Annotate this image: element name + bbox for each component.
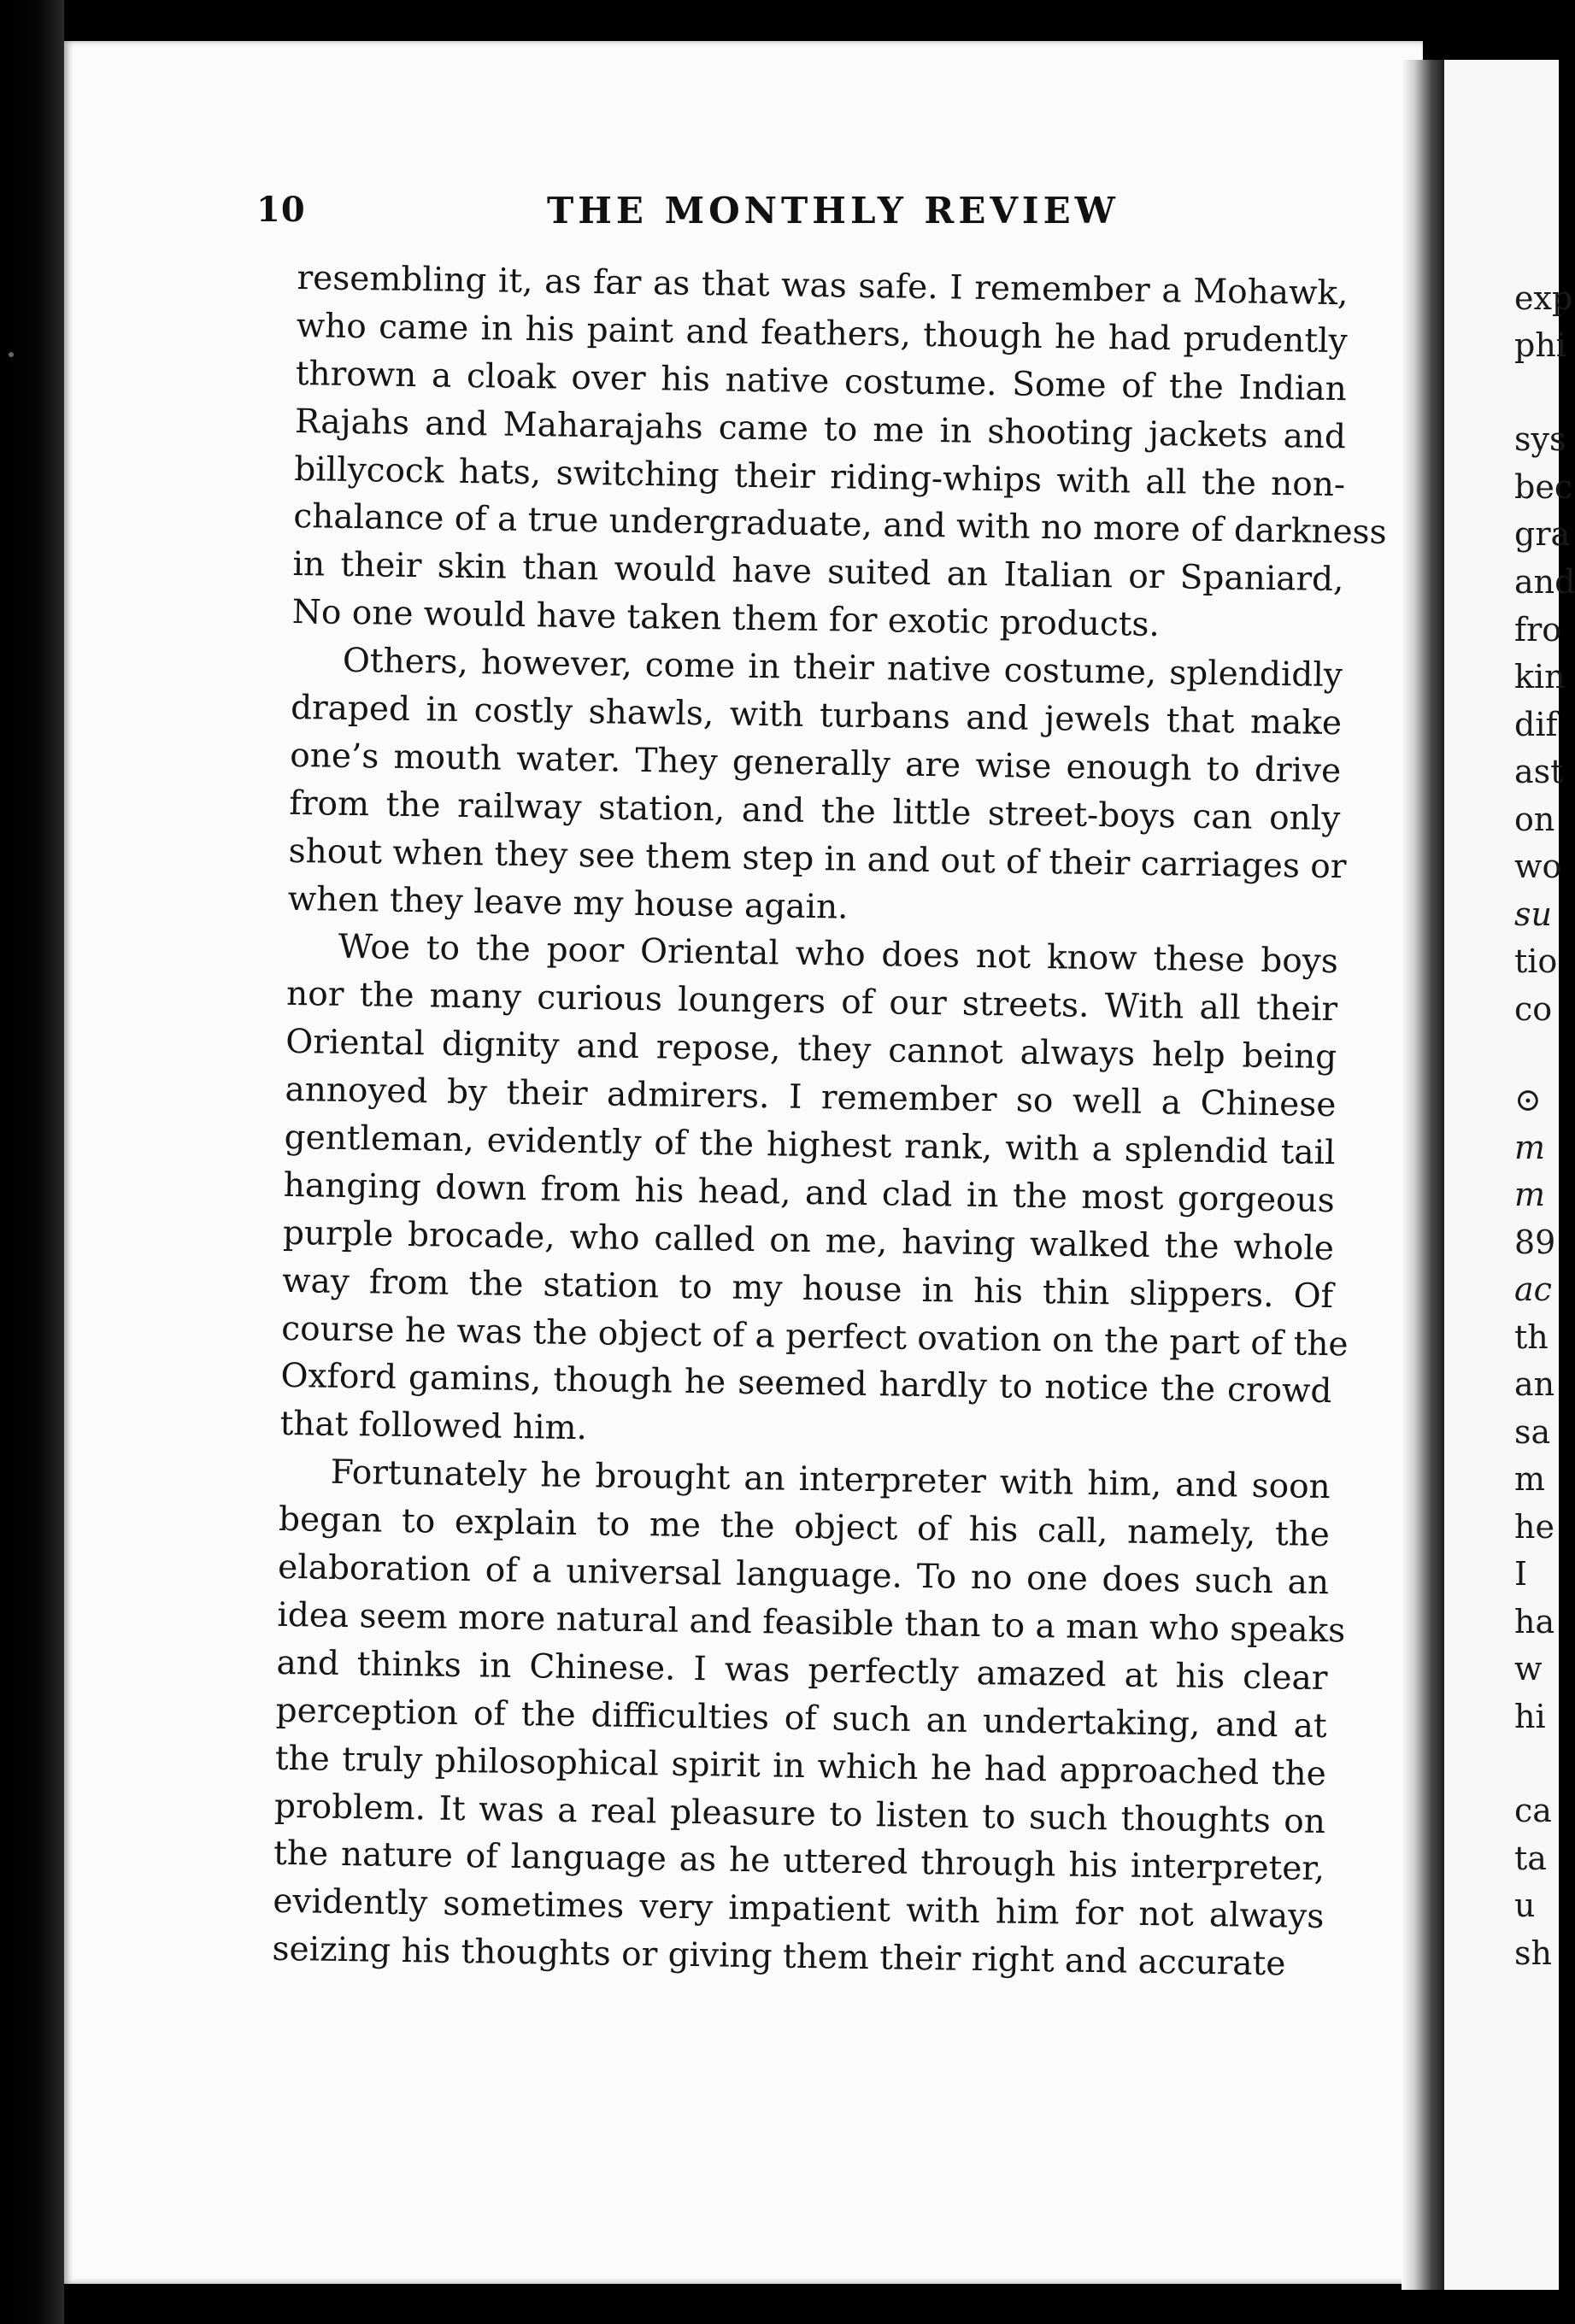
text-line: when they leave my house again. [287, 879, 849, 927]
facing-page-fragment: phi [1514, 326, 1566, 364]
text-line: Oxford gamins, though he seemed hardly to notice the crowd [280, 1357, 1332, 1411]
paragraph [279, 923, 1349, 1464]
facing-page-fragment: 89 [1514, 1224, 1556, 1261]
facing-page-fragment: exp [1514, 279, 1573, 317]
facing-page-fragment: bec [1514, 468, 1573, 506]
facing-page-fragment: fro [1514, 611, 1562, 648]
text-line: began to explain to me the object of his call, namely, the [278, 1499, 1331, 1555]
text-line: Fortunately he brought an interpreter with him, and soon [330, 1453, 1331, 1507]
text-line: Others, however, come in their native costume, splendidly [342, 641, 1343, 695]
facing-page-fragment: co [1514, 990, 1553, 1028]
text-line: evidently sometimes very impatient with him for not always [273, 1882, 1325, 1937]
facing-page-fragment: u [1514, 1887, 1536, 1924]
text-line: course he was the object of a perfect ovation on the part of the [281, 1309, 1349, 1364]
facing-page-fragment: sh [1514, 1934, 1552, 1972]
facing-page-fragment: I [1514, 1555, 1528, 1593]
text-line: one’s mouth water. They generally are wise enough to drive [289, 736, 1342, 791]
facing-page-fragment: m [1514, 1129, 1546, 1166]
facing-page-fragment: tio [1514, 942, 1558, 980]
text-line: and thinks in Chinese. I was perfectly amazed at his clear [276, 1643, 1328, 1698]
facing-page-fragment: wo [1514, 848, 1562, 885]
facing-page-fragment: on [1514, 801, 1555, 838]
facing-page-edge [1444, 60, 1575, 2290]
facing-page-fragment: gra [1514, 515, 1571, 553]
facing-page-fragment: an [1514, 1365, 1555, 1403]
text-line: Woe to the poor Oriental who does not know these boys [338, 928, 1339, 982]
text-line: way from the station to my house in his thin slippers. Of [281, 1261, 1334, 1316]
facing-page-fragment: hi [1514, 1698, 1546, 1735]
paragraph [291, 255, 1387, 652]
facing-page-fragment: m [1514, 1460, 1546, 1498]
facing-page-fragment: and [1514, 563, 1575, 601]
text-line: problem. It was a real pleasure to listen to such thoughts on [273, 1787, 1326, 1841]
journal-title: THE MONTHLY REVIEW [547, 190, 1120, 232]
facing-page-fragment: m [1514, 1176, 1546, 1213]
text-line: that followed him. [279, 1405, 588, 1448]
facing-page-fragment: ha [1514, 1603, 1555, 1640]
text-line: thrown a cloak over his native costume. Some of the Indian [295, 354, 1348, 409]
text-line: nor the many curious loungers of our streets. With all their [285, 975, 1338, 1030]
running-head [256, 190, 1145, 241]
text-line: chalance of a true undergraduate, and with no more of darkness [293, 497, 1387, 553]
facing-page-fragment: ca [1514, 1792, 1552, 1829]
text-line: hanging down from his head, and clad in the most gorgeous [283, 1165, 1336, 1221]
text-line: perception of the difficulties of such an undertaking, and at [275, 1691, 1327, 1746]
paragraph [287, 637, 1347, 939]
text-line: the nature of language as he uttered through his interpreter, [273, 1834, 1325, 1889]
facing-page-fragment: kin [1514, 658, 1566, 695]
text-line: Oriental dignity and repose, they cannot always help being [285, 1023, 1337, 1077]
facing-page-fragment: sa [1514, 1413, 1551, 1451]
text-line: who came in his paint and feathers, though he had prudently [296, 306, 1348, 361]
text-line: from the railway station, and the little street-boys can only [289, 783, 1341, 838]
page-number: 10 [256, 190, 306, 230]
text-line: seizing his thoughts or giving them their right and accurate [272, 1929, 1286, 1984]
text-line: shout when they see them step in and out of their carriages or [288, 831, 1347, 886]
facing-page-fragment: ⊙ [1514, 1081, 1542, 1118]
text-line: purple brocade, who called on me, having walked the whole [282, 1213, 1335, 1268]
facing-page-fragment: dif [1514, 706, 1558, 743]
text-line: Rajahs and Maharajahs came to me in shooting jackets and [294, 402, 1347, 456]
scan-left-edge [0, 0, 64, 2324]
scan-speck [9, 352, 14, 357]
text-line: annoyed by their admirers. I remember so well a Chinese [285, 1071, 1337, 1125]
facing-page-fragment: su [1514, 895, 1552, 933]
text-line: gentleman, evidently of the highest rank, with a splendid tail [284, 1118, 1336, 1173]
text-line: draped in costly shawls, with turbans and jewels that make [290, 688, 1343, 743]
facing-page-fragment: he [1514, 1508, 1554, 1546]
paragraph [272, 1448, 1346, 1989]
text-line: the truly philosophical spirit in which he had approached the [274, 1739, 1327, 1793]
text-line: idea seem more natural and feasible than to a man who speaks [277, 1595, 1346, 1651]
facing-page-fragment: sys [1514, 420, 1566, 458]
body-text [272, 255, 1387, 1989]
facing-page-fragment: ast [1514, 753, 1564, 790]
facing-page-fragment: th [1514, 1318, 1549, 1356]
text-line: No one would have taken them for exotic products. [291, 593, 1161, 645]
text-line: elaboration of a universal language. To no one does such an [277, 1547, 1330, 1603]
text-line: billycock hats, switching their riding-whips with all the non- [293, 449, 1346, 504]
text-line: in their skin than would have suited an Italian or Spaniard, [292, 545, 1344, 600]
facing-page-fragment: ac [1514, 1271, 1552, 1308]
facing-page-fragment: w [1514, 1650, 1543, 1687]
text-line: resembling it, as far as that was safe. I remember a Mohawk, [297, 258, 1349, 314]
book-gutter-shadow [1402, 60, 1444, 2290]
facing-page-fragment: ta [1514, 1840, 1547, 1877]
